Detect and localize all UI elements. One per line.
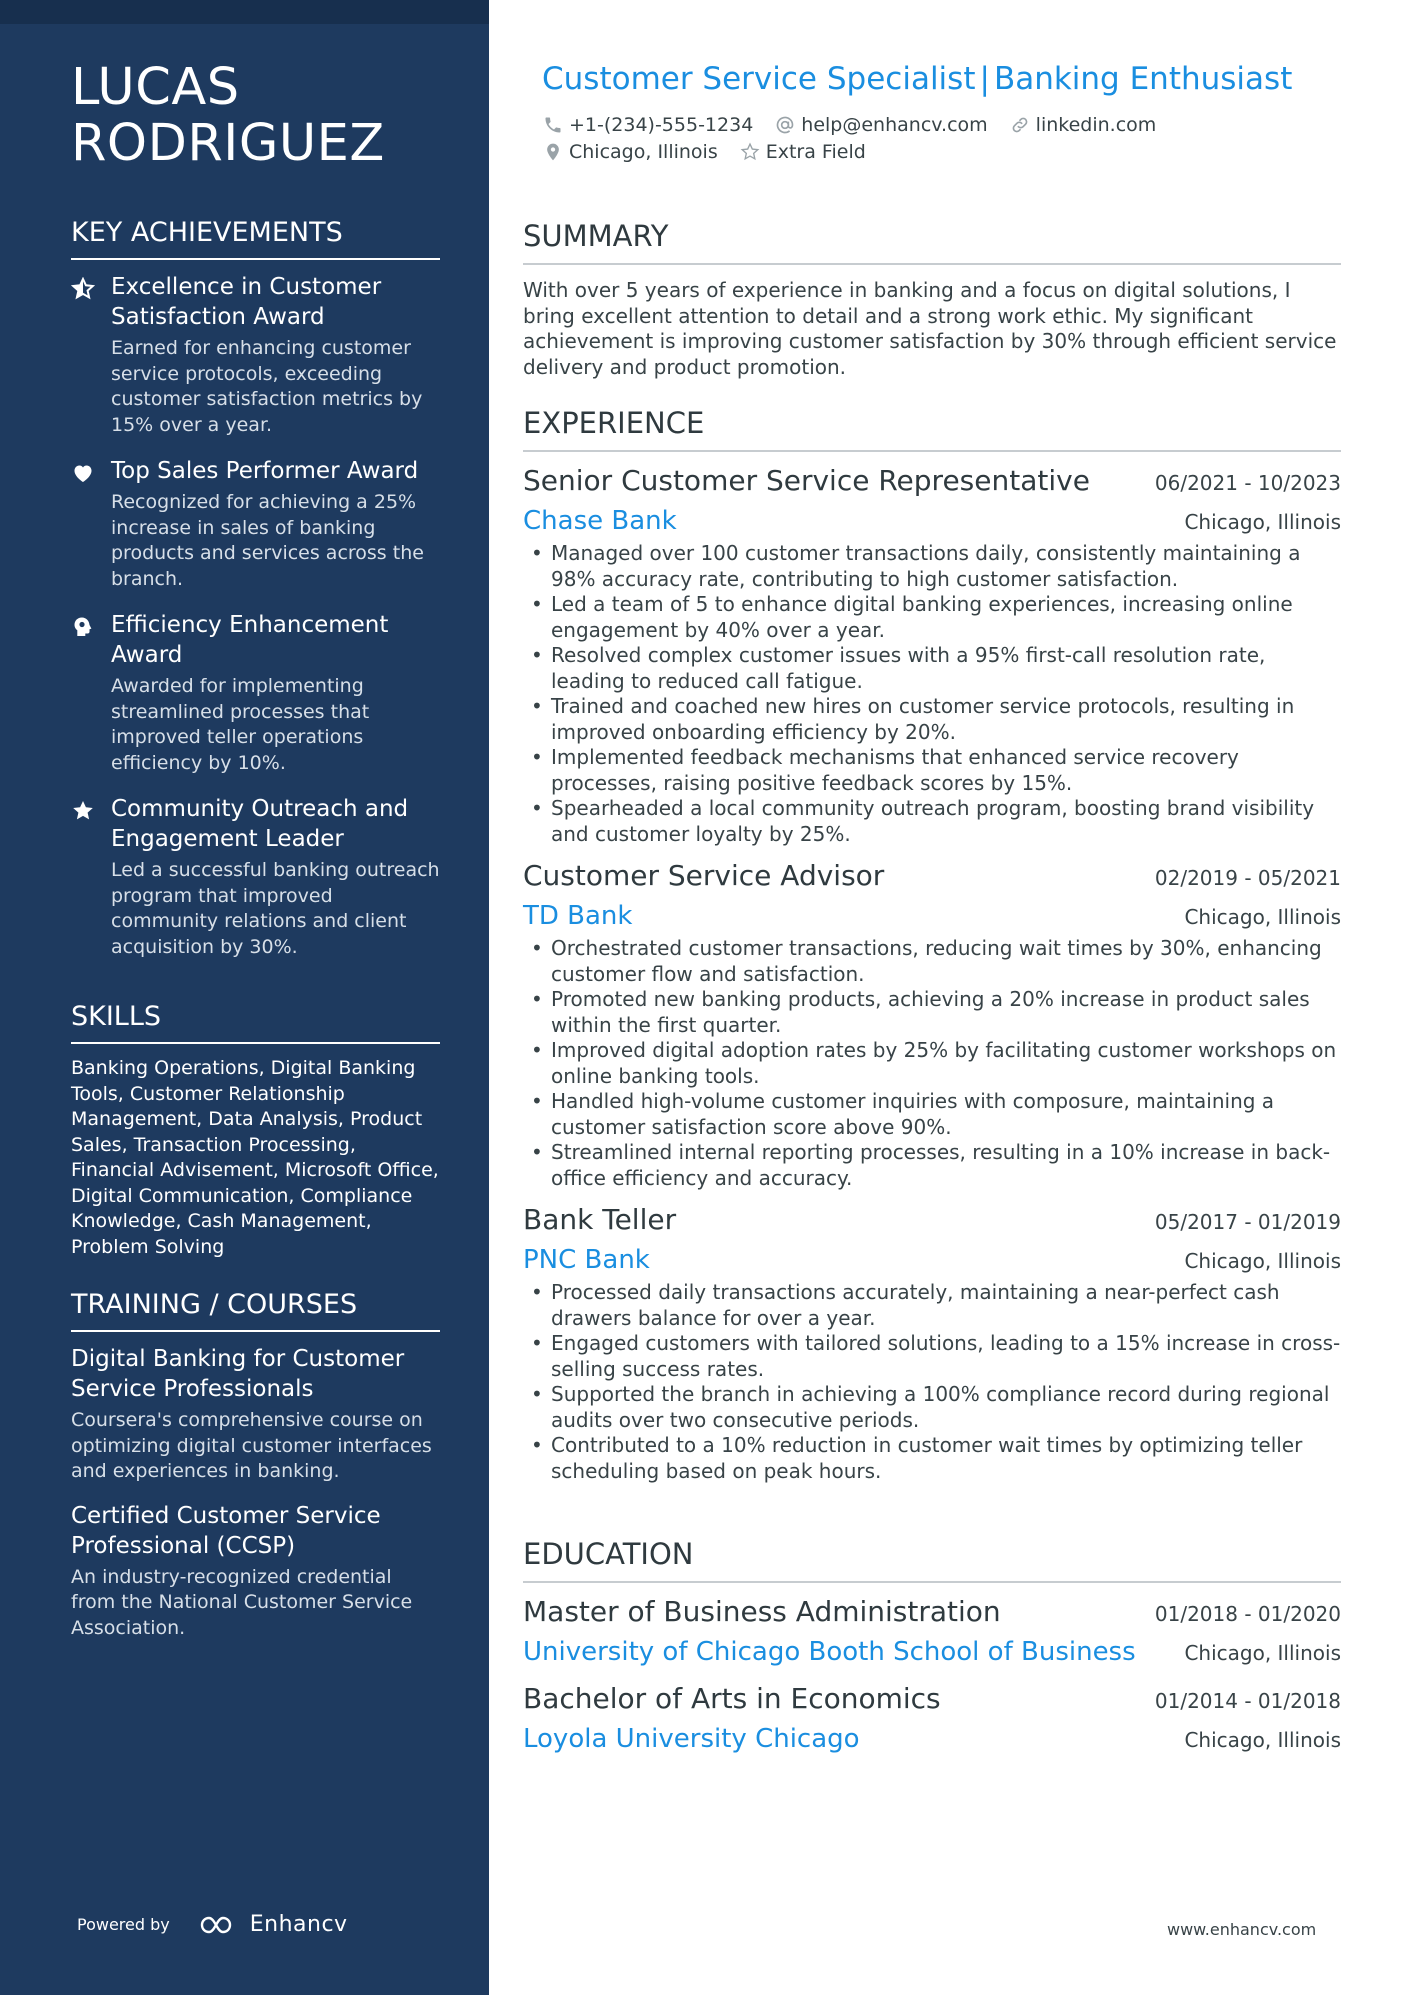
job-company: PNC Bank [523,1245,650,1275]
achievement-item [71,272,440,438]
job-title: Bank Teller [523,1203,677,1236]
experience-heading: EXPERIENCE [523,405,1341,452]
key-achievements-heading: KEY ACHIEVEMENTS [71,216,440,260]
course-item [71,1501,440,1642]
job-dates: 05/2017 - 01/2019 [1154,1210,1341,1234]
lightbulb-head-icon [71,615,95,639]
job-company: TD Bank [523,901,633,931]
job-bullet: • Led a team of 5 to enhance digital banking experiences, increasing online engagement by 40% over a year. [523,592,1341,643]
job-dates: 06/2021 - 10/2023 [1154,471,1341,495]
job-bullet: • Resolved complex customer issues with a 95% first-call resolution rate, leading to reduced call fatigue. [523,643,1341,694]
sidebar-top-bar [0,0,489,24]
star-outline-icon [740,142,760,162]
education-dates: 01/2014 - 01/2018 [1154,1689,1341,1713]
experience-section [523,405,1341,1484]
job-bullets [523,936,1341,1191]
location-text: Chicago, Illinois [569,141,718,163]
course-item [71,1344,440,1485]
achievement-description: Recognized for achieving a 25% increase in sales of banking products and services across the branch. [111,491,424,590]
location-pin-icon [543,142,563,162]
job-bullets [523,1280,1341,1484]
powered-by-label: Powered by [77,1915,170,1934]
achievement-title: Efficiency Enhancement Award [111,612,389,668]
contact-row-1 [543,112,1156,138]
job-title: Customer Service Advisor [523,859,885,892]
link-icon [1010,115,1030,135]
school-name: Loyola University Chicago [523,1724,860,1754]
training-section [71,1288,440,1657]
headline [542,59,1292,99]
job-bullet: • Contributed to a 10% reduction in customer wait times by optimizing teller scheduling based on peak hours. [523,1433,1341,1484]
job-entry [523,1201,1341,1484]
achievement-item [71,456,440,592]
linkedin-url: linkedin.com [1035,114,1157,136]
phone-icon [543,115,563,135]
job-dates: 02/2019 - 05/2021 [1154,866,1341,890]
extra-field-text: Extra Field [765,141,866,163]
education-location: Chicago, Illinois [1184,1641,1341,1665]
job-bullet: • Implemented feedback mechanisms that enhanced service recovery processes, raising positive feedback scores by 15%. [523,745,1341,796]
degree-title: Master of Business Administration [523,1595,1001,1628]
job-bullet: • Orchestrated customer transactions, reducing wait times by 30%, enhancing customer flow and satisfaction. [523,936,1341,987]
achievement-description: Earned for enhancing customer service protocols, exceeding customer satisfaction metrics by 15% over a year. [111,337,423,436]
star-icon [71,799,95,823]
education-section [523,1536,1341,1757]
contact-location [543,139,718,165]
contact-phone[interactable] [543,112,753,138]
email-address: help@enhancv.com [801,114,988,136]
job-entry [523,462,1341,847]
skills-section [71,1000,440,1260]
education-entry [523,1593,1341,1670]
job-bullet: • Spearheaded a local community outreach program, boosting brand visibility and customer loyalty by 25%. [523,796,1341,847]
phone-number: +1-(234)-555-1234 [569,114,754,136]
headline-role: Customer Service Specialist [542,61,976,97]
job-bullet: • Managed over 100 customer transactions daily, consistently maintaining a 98% accuracy rate, contributing to high customer satisfaction. [523,541,1341,592]
headline-separator: | [979,61,990,97]
contact-row-2 [543,139,866,165]
star-half-icon [71,277,95,301]
brand-name: Enhancv [249,1912,348,1937]
achievement-description: Led a successful banking outreach program that improved community relations and client acquisition by 30%. [111,859,440,958]
job-bullet: • Supported the branch in achieving a 100% compliance record during regional audits over two consecutive periods. [523,1382,1341,1433]
contact-linkedin[interactable] [1010,112,1157,138]
job-title: Senior Customer Service Representative [523,464,1090,497]
skills-heading: SKILLS [71,1000,440,1044]
sidebar [0,0,489,1995]
enhancv-logo[interactable] [196,1912,348,1937]
contact-extra [740,139,866,165]
summary-heading: SUMMARY [523,218,1341,265]
achievement-item [71,610,440,776]
footer-url[interactable]: www.enhancv.com [1167,1920,1317,1939]
job-bullet: • Processed daily transactions accurately, maintaining a near-perfect cash drawers balance for over a year. [523,1280,1341,1331]
job-entry [523,857,1341,1191]
course-description: Coursera's comprehensive course on optimizing digital customer interfaces and experiences in banking. [71,1409,432,1482]
candidate-name: LUCAS RODRIGUEZ [71,58,385,173]
achievement-item [71,794,440,960]
job-bullet: • Streamlined internal reporting processes, resulting in a 10% increase in back-office efficiency and accuracy. [523,1140,1341,1191]
at-sign-icon [775,115,795,135]
job-bullet: • Handled high-volume customer inquiries with composure, maintaining a customer satisfaction score above 90%. [523,1089,1341,1140]
job-company: Chase Bank [523,506,677,536]
enhancv-logo-icon [196,1913,242,1937]
contact-email[interactable] [775,112,987,138]
education-location: Chicago, Illinois [1184,1728,1341,1752]
job-location: Chicago, Illinois [1184,905,1341,929]
job-location: Chicago, Illinois [1184,1249,1341,1273]
degree-title: Bachelor of Arts in Economics [523,1682,941,1715]
key-achievements-section [71,216,440,978]
course-description: An industry-recognized credential from the National Customer Service Association. [71,1565,413,1639]
education-entry [523,1680,1341,1757]
course-title: Certified Customer Service Professional (CCSP) [71,1502,381,1559]
course-title: Digital Banking for Customer Service Professionals [71,1346,405,1402]
achievement-description: Awarded for implementing streamlined processes that improved teller operations efficiency by 10%. [111,675,370,774]
job-bullet: • Trained and coached new hires on customer service protocols, resulting in improved onboarding efficiency by 20%. [523,694,1341,745]
training-heading: TRAINING / COURSES [71,1288,440,1332]
job-location: Chicago, Illinois [1184,510,1341,534]
education-heading: EDUCATION [523,1536,1341,1583]
powered-by [77,1912,348,1937]
job-bullets [523,541,1341,847]
summary-text: With over 5 years of experience in banking and a focus on digital solutions, I bring excellent attention to detail and a strong work ethic. My significant achievement is improving customer satisfaction by 30% through efficient service delivery and product promotion. [523,278,1337,379]
job-bullet: • Improved digital adoption rates by 25% by facilitating customer workshops on online banking tools. [523,1038,1341,1089]
summary-section [523,218,1341,380]
achievement-title: Top Sales Performer Award [111,458,419,484]
education-dates: 01/2018 - 01/2020 [1154,1602,1341,1626]
headline-focus: Banking Enthusiast [993,61,1293,97]
school-name: University of Chicago Booth School of Business [523,1637,1136,1667]
heart-icon [71,461,95,485]
job-bullet: • Promoted new banking products, achieving a 20% increase in product sales within the first quarter. [523,987,1341,1038]
achievement-title: Community Outreach and Engagement Leader [111,796,409,852]
achievement-title: Excellence in Customer Satisfaction Award [111,274,382,330]
skills-list: Banking Operations, Digital Banking Tools, Customer Relationship Management, Data Analysis, Product Sales, Transaction Processing, Financial Advisement, Microsoft Office, Digital Communication, Compliance Knowledge, Cash Management, Problem Solving [71,1057,439,1258]
job-bullet: • Engaged customers with tailored solutions, leading to a 15% increase in cross-selling success rates. [523,1331,1341,1382]
